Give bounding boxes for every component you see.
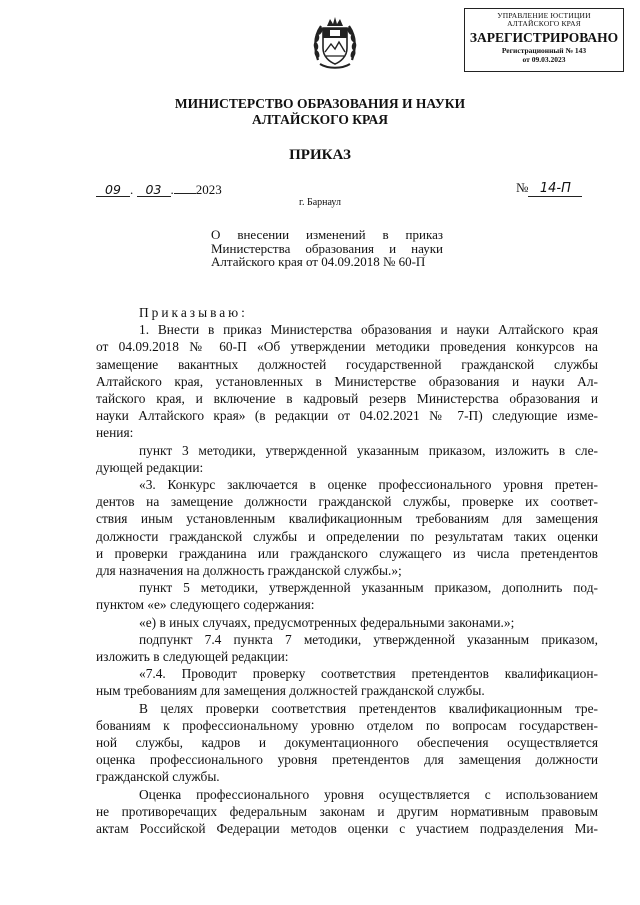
subject-line: Алтайского края от 04.09.2018 № 60-П bbox=[211, 254, 426, 269]
body-line: от 04.09.2018 № 60-П «Об утверждении методики проведения конкурсов на bbox=[96, 339, 598, 355]
document-type: ПРИКАЗ bbox=[289, 147, 351, 163]
body-line: и проверки гражданина или гражданского служащего из числа претендентов bbox=[96, 545, 598, 561]
registration-stamp bbox=[464, 8, 624, 72]
body-line: изложить в следующей редакции: bbox=[96, 649, 289, 665]
order-date: 09 . 03 . 2023 bbox=[96, 182, 222, 198]
body-line: Оценка профессионального уровня осуществляется с использованием bbox=[139, 786, 598, 802]
body-line: замещение вакантных должностей государственной гражданской службы bbox=[96, 356, 598, 372]
body-line: науки Алтайского края» (в редакции от 04.02.2021 № 7-П) следующие изме- bbox=[96, 408, 598, 424]
body-line-prikazyvayu: Приказываю: bbox=[139, 305, 248, 320]
body-line: дующей редакции: bbox=[96, 459, 204, 475]
city: г. Барнаул bbox=[299, 197, 341, 208]
body-line: ствия иным установленным квалификационным требованиям для замещения bbox=[96, 511, 598, 527]
ministry-name bbox=[120, 96, 520, 128]
body-line: тайского края, и включение в кадровый резерв Министерства образования и bbox=[96, 391, 598, 407]
body-line: оценка профессионального уровня претендентов для замещения должности bbox=[96, 752, 598, 768]
body-line: пунктом «е» следующего содержания: bbox=[96, 597, 315, 613]
body-line: Алтайского края, установленных в Министерстве образования и науки Ал- bbox=[96, 373, 598, 389]
order-number-prefix: № bbox=[516, 180, 529, 195]
order-date-day: 09 bbox=[96, 183, 130, 197]
body-line: бованиям к профессиональному уровню отделом по вопросам государствен- bbox=[96, 717, 598, 733]
order-number-value: 14-П bbox=[528, 182, 582, 197]
order-body bbox=[96, 304, 598, 837]
body-line: пункт 3 методики, утвержденной указанным приказом, изложить в сле- bbox=[139, 442, 598, 458]
body-line: 1. Внести в приказ Министерства образования и науки Алтайского края bbox=[139, 322, 598, 338]
body-line: «3. Конкурс заключается в оценке профессионального уровня претен- bbox=[139, 477, 598, 493]
stamp-reg-number: Регистрационный № 143 bbox=[501, 46, 587, 55]
body-line: ным требованиям для замещения должностей гражданской службы. bbox=[96, 683, 485, 699]
body-line: актам Российской Федерации методов оценки с участием подразделения Ми- bbox=[96, 821, 598, 837]
order-subject bbox=[211, 228, 443, 269]
body-line: подпункт 7.4 пункта 7 методики, утвержденной указанным приказом, bbox=[139, 631, 598, 647]
body-line: нения: bbox=[96, 425, 134, 441]
body-line: гражданской службы. bbox=[96, 769, 220, 785]
body-line: пункт 5 методики, утвержденной указанным приказом, дополнить под- bbox=[139, 580, 598, 596]
body-line: ной службы, кадров и документационного обеспечения осуществляется bbox=[96, 735, 598, 751]
body-line: «7.4. Проводит проверку соответствия претендентов квалификацион- bbox=[139, 666, 598, 682]
coat-of-arms-icon bbox=[312, 14, 358, 72]
subject-line: О внесении изменений в приказ bbox=[211, 227, 443, 242]
body-line: «е) в иных случаях, предусмотренных федеральными законами.»; bbox=[139, 614, 515, 630]
body-line: должности гражданской службы и определении по результатам таких оценки bbox=[96, 528, 598, 544]
body-line: не противоречащих федеральным законам и другим нормативным правовым bbox=[96, 803, 598, 819]
body-line: дентов на замещение должности гражданской службы, проверке их соответ- bbox=[96, 494, 598, 510]
stamp-title: ЗАРЕГИСТРИРОВАНО bbox=[469, 30, 619, 45]
ministry-name-line1: МИНИСТЕРСТВО ОБРАЗОВАНИЯ И НАУКИ bbox=[174, 96, 466, 111]
body-line: для назначения на должность гражданской службы.»; bbox=[96, 563, 402, 579]
stamp-agency-line1: УПРАВЛЕНИЕ ЮСТИЦИИ bbox=[497, 11, 591, 20]
stamp-agency-line2: АЛТАЙСКОГО КРАЯ bbox=[507, 19, 581, 28]
ministry-name-line2: АЛТАЙСКОГО КРАЯ bbox=[251, 112, 389, 127]
subject-line: Министерства образования и науки bbox=[211, 240, 443, 256]
order-date-month: 03 bbox=[137, 183, 171, 197]
stamp-reg-date: от 09.03.2023 bbox=[522, 55, 566, 64]
body-line: В целях проверки соответствия претендентов квалификационным тре- bbox=[139, 700, 598, 716]
order-number bbox=[516, 180, 582, 197]
order-date-year: 2023 bbox=[195, 182, 222, 197]
